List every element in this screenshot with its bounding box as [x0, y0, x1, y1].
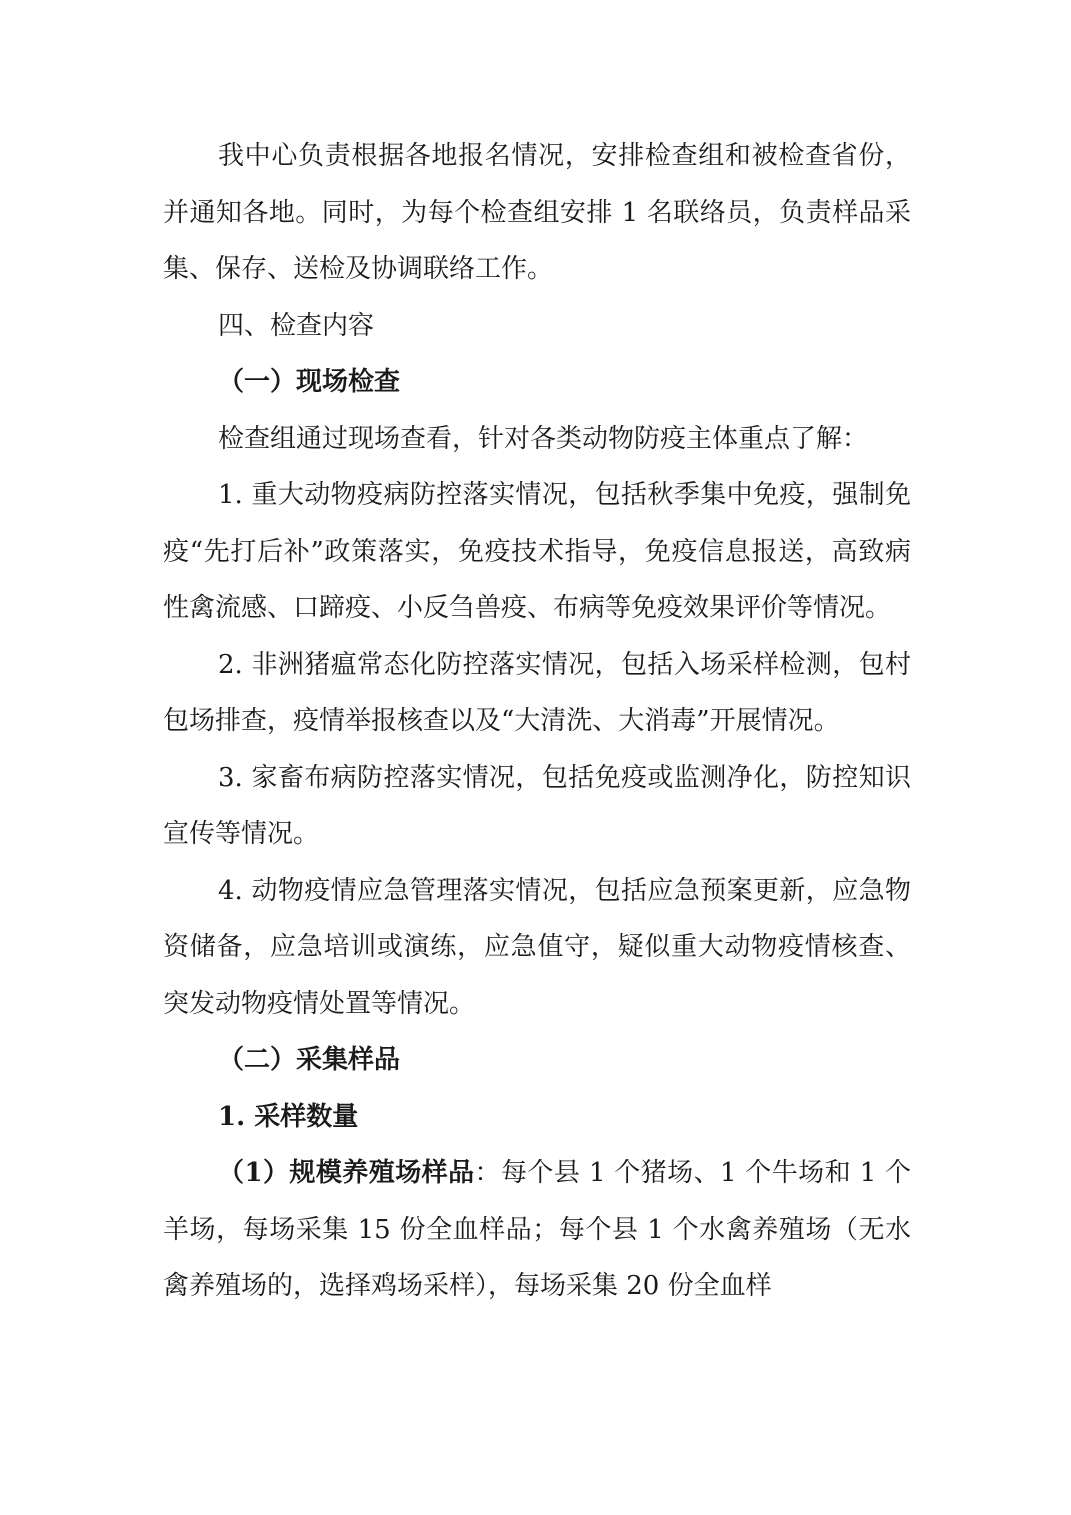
list-item-4: 4. 动物疫情应急管理落实情况，包括应急预案更新，应急物资储备，应急培训或演练，应急值守，疑似重大动物疫情核查、突发动物疫情处置等情况。: [163, 875, 911, 1019]
list-item-1: 1. 重大动物疫病防控落实情况，包括秋季集中免疫，强制免疫“先打后补”政策落实，免疫技术指导，免疫信息报送，高致病性禽流感、口蹄疫、小反刍兽疫、布病等免疫效果评价等情况。: [163, 480, 911, 623]
subsection-heading-sample-collection: （二）采集样品: [218, 1045, 401, 1075]
subsection-heading-onsite-inspection: （一）现场检查: [218, 367, 401, 397]
farm-samples-text: ：每个县 1 个猪场、1 个牛场和 1 个羊场，每场采集 15 份全血样品；每个县 1 个水禽养殖场（无水禽养殖场的，选择鸡场采样），每场采集 20 份全血样: [163, 1158, 912, 1301]
list-item-2: 2. 非洲猪瘟常态化防控落实情况，包括入场采样检测，包村包场排查，疫情举报核查以及“大清洗、大消毒”开展情况。: [163, 649, 911, 736]
document-body: [163, 128, 911, 1315]
list-item-3: 3. 家畜布病防控落实情况，包括免疫或监测净化，防控知识宣传等情况。: [163, 762, 911, 849]
paragraph-farm-samples: [163, 1145, 911, 1315]
paragraph-intro: 检查组通过现场查看，针对各类动物防疫主体重点了解：: [218, 423, 869, 454]
paragraph-arrangement: 我中心负责根据各地报名情况，安排检查组和被检查省份，并通知各地。同时，为每个检查组安排 1 名联络员，负责样品采集、保存、送检及协调联络工作。: [163, 141, 911, 284]
section-heading-inspection-content: 四、检查内容: [218, 310, 375, 341]
heading-sample-count: 1. 采样数量: [218, 1101, 359, 1132]
farm-samples-label: （1）规模养殖场样品: [218, 1158, 475, 1188]
